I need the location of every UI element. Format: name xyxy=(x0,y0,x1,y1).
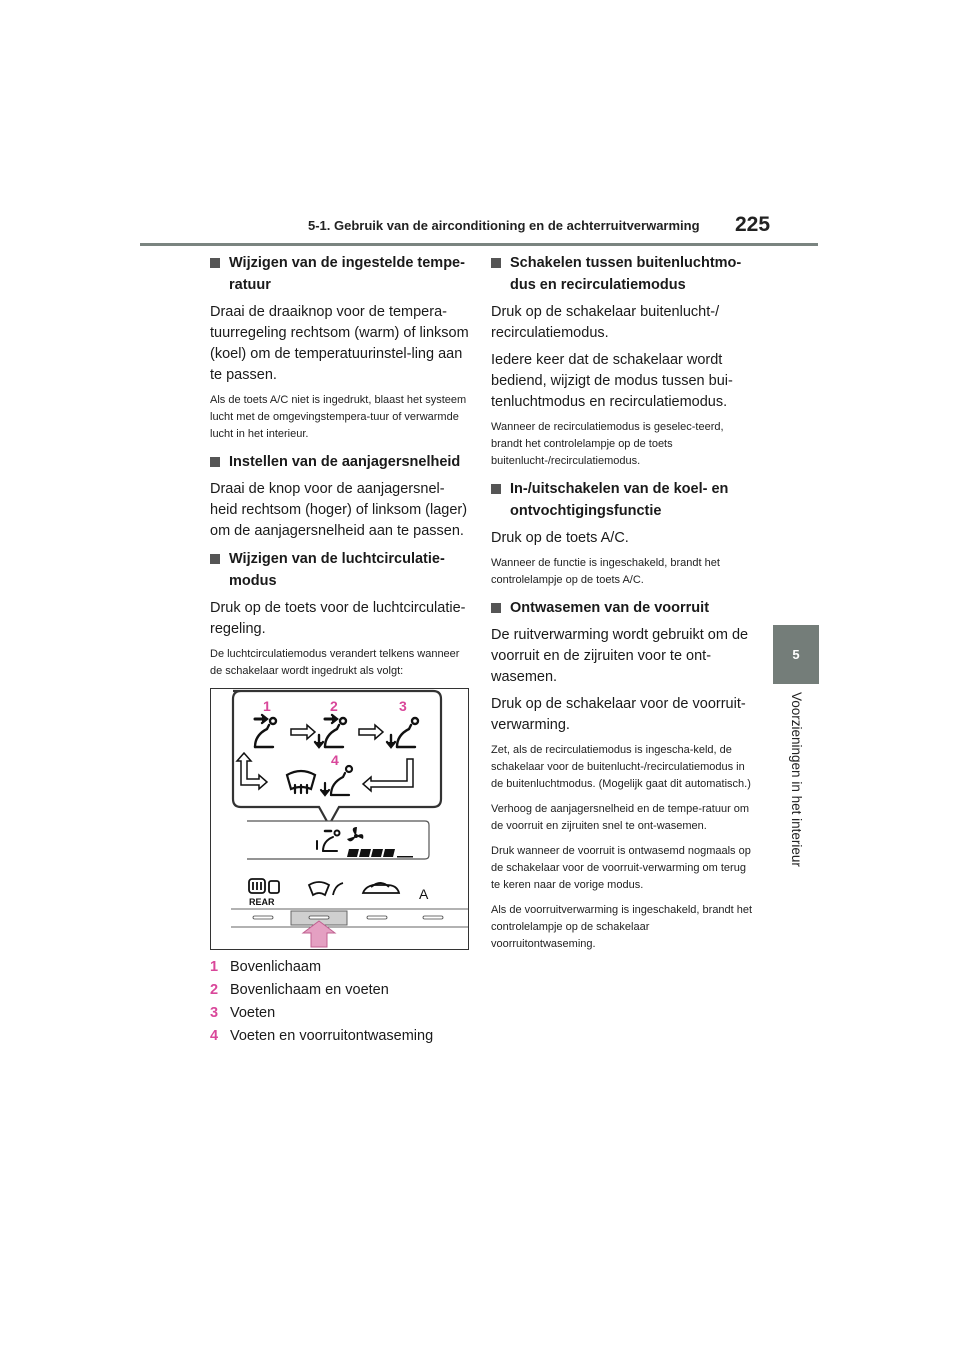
note-defog-4: Als de voorruitverwarming is ingeschakeld, brandt het controlelampje op de schakelaar voorruitontwaseming. xyxy=(491,904,753,950)
note-temperature: Als de toets A/C niet is ingedrukt, blaast het systeem lucht met de omgevingstempera-tuur of verwarmde lucht in het interieur. xyxy=(210,394,467,440)
chapter-tab-number: 5 xyxy=(773,625,819,684)
paragraph-air-mode: Druk op de toets voor de luchtcirculatie-regeling. xyxy=(210,600,466,637)
legend-number: 2 xyxy=(210,982,219,998)
note-defog-1: Zet, als de recirculatiemodus is ingescha-keld, de schakelaar voor de buitenlucht-/recirculatiemodus in de buitenluchtmodus. (Mogelijk gaat dit automatisch.) xyxy=(491,744,751,790)
paragraph-recirculation-2: Iedere keer dat de schakelaar wordt bediend, wijzigt de modus tussen bui-tenluchtmodus en recirculatiemodus. xyxy=(491,352,733,410)
rear-defrost-icon xyxy=(249,879,279,893)
legend-text: Voeten en voorruitontwaseming xyxy=(230,1028,434,1044)
chapter-tab-label xyxy=(783,692,809,872)
note-defog-2: Verhoog de aanjagersnelheid en de tempe-ratuur om de voorruit en zijruiten snel te ont-wasemen. xyxy=(491,803,750,832)
button-indicator xyxy=(309,916,329,919)
legend-number: 3 xyxy=(210,1005,219,1021)
air-mode-diagram xyxy=(210,688,469,950)
paragraph-fan-speed: Draai de knop voor de aanjagersnel-heid rechtsom (hoger) of linksom (lager) om de aanjagersnelheid aan te passen. xyxy=(210,481,468,539)
legend-text: Voeten xyxy=(230,1005,276,1021)
paragraph-defog-1: De ruitverwarming wordt gebruikt om de voorruit en de zijruiten voor te ont-wasemen. xyxy=(491,627,749,685)
note-recirculation: Wanneer de recirculatiemodus is geselec-teerd, brandt het controlelampje op de toets buitenlucht-/recirculatiemodus. xyxy=(491,421,724,467)
mode-number-1: 1 xyxy=(263,698,271,714)
section-title: 5-1. Gebruik van de airconditioning en de achterruitverwarming xyxy=(308,218,700,233)
note-air-mode: De luchtcirculatiemodus verandert telkens wanneer de schakelaar wordt ingedrukt als volgt: xyxy=(210,648,460,677)
legend-number: 1 xyxy=(210,959,219,975)
heading-temperature-text: Wijzigen van de ingestelde tempe-ratuur xyxy=(229,255,465,293)
display-panel xyxy=(247,821,429,859)
header-divider xyxy=(140,243,818,246)
rear-label: REAR xyxy=(249,897,275,907)
heading-ac xyxy=(491,478,753,522)
heading-recirculation-text: Schakelen tussen buitenluchtmo-dus en recirculatiemodus xyxy=(510,255,742,293)
right-column xyxy=(491,252,753,961)
heading-temperature xyxy=(210,252,470,296)
heading-defog-text: Ontwasemen van de voorruit xyxy=(510,600,710,616)
mode-number-3: 3 xyxy=(399,698,407,714)
chapter-tab-label-text: Voorzieningen in het interieur xyxy=(789,692,804,867)
legend-item xyxy=(210,979,470,1002)
mode-number-4: 4 xyxy=(331,752,339,768)
bullet-square-icon xyxy=(491,258,501,268)
heading-defog xyxy=(491,597,753,619)
bullet-square-icon xyxy=(491,603,501,613)
mode-number-2: 2 xyxy=(330,698,338,714)
heading-ac-text: In-/uitschakelen van de koel- en ontvochtigingsfunctie xyxy=(510,481,729,519)
legend-item xyxy=(210,956,470,979)
heading-recirculation xyxy=(491,252,753,296)
paragraph-ac: Druk op de toets A/C. xyxy=(491,530,629,546)
legend-item xyxy=(210,1002,470,1025)
note-defog-3: Druk wanneer de voorruit is ontwasemd nogmaals op de schakelaar voor de voorruit-verwarming om terug te keren naar de vorige modus. xyxy=(491,845,751,891)
legend-item xyxy=(210,1025,470,1048)
left-column xyxy=(210,252,470,1048)
legend-text: Bovenlichaam xyxy=(230,959,322,975)
recirculation-icon xyxy=(363,883,399,893)
heading-air-mode-text: Wijzigen van de luchtcirculatie-modus xyxy=(229,551,445,589)
heading-air-mode xyxy=(210,548,470,592)
air-mode-illustration xyxy=(211,689,468,949)
paragraph-recirculation-1: Druk op de schakelaar buitenlucht-/ recirculatiemodus. xyxy=(491,304,720,341)
button-indicator xyxy=(253,916,273,919)
bullet-square-icon xyxy=(491,484,501,494)
note-ac: Wanneer de functie is ingeschakeld, brandt het controlelampje op de toets A/C. xyxy=(491,557,720,586)
paragraph-temperature: Draai de draaiknop voor de tempera-tuurregeling rechtsom (warm) of linksom (koel) om de temperatuurinstel-ling aan te passen. xyxy=(210,304,469,383)
bullet-square-icon xyxy=(210,258,220,268)
button-indicator xyxy=(367,916,387,919)
bullet-square-icon xyxy=(210,457,220,467)
legend-number: 4 xyxy=(210,1028,219,1044)
heading-fan-speed-text: Instellen van de aanjagersnelheid xyxy=(229,454,461,470)
paragraph-defog-2: Druk op de schakelaar voor de voorruit-verwarming. xyxy=(491,696,746,733)
front-defrost-icon xyxy=(309,882,343,895)
legend-text: Bovenlichaam en voeten xyxy=(230,982,389,998)
ac-label: A xyxy=(419,886,429,902)
heading-fan-speed xyxy=(210,451,470,473)
bullet-square-icon xyxy=(210,554,220,564)
button-indicator xyxy=(423,916,443,919)
page-number: 225 xyxy=(735,213,771,236)
